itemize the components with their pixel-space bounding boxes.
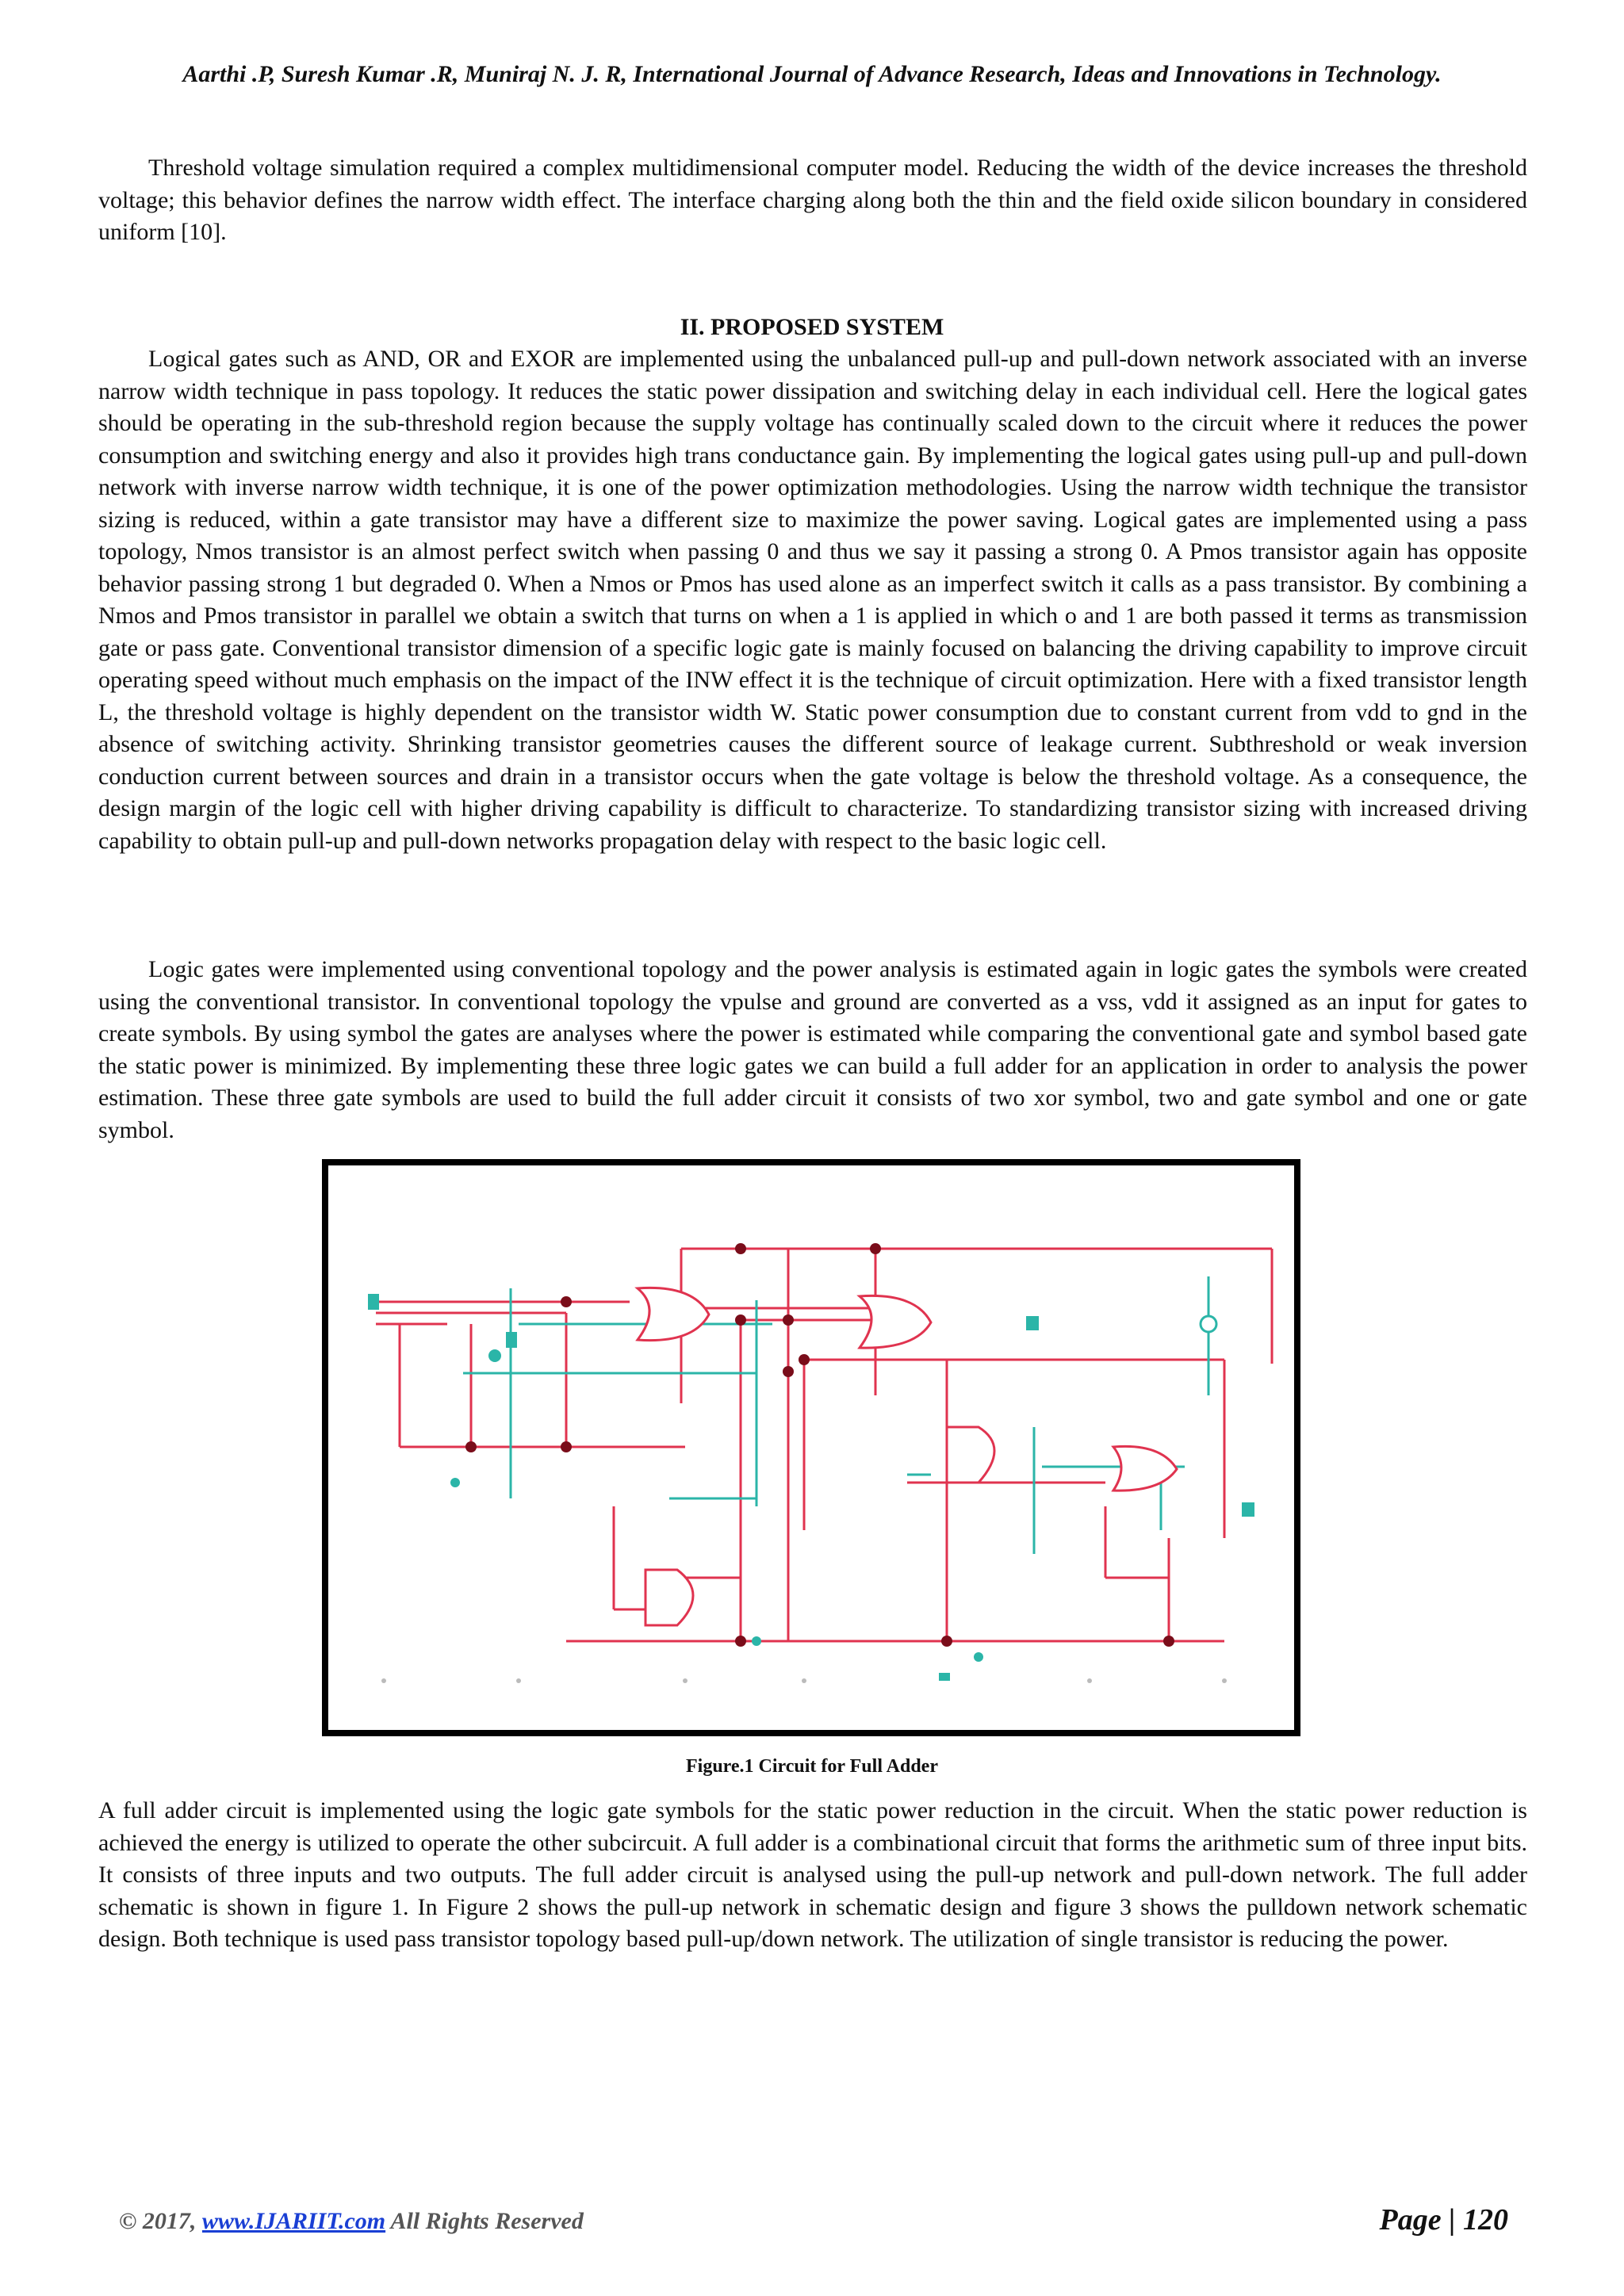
site-link[interactable]: www.IJARIIT.com [201, 2208, 386, 2234]
footer-copyright [119, 2207, 584, 2236]
page-number: Page | 120 [1379, 2203, 1508, 2237]
figure-caption: Figure.1 Circuit for Full Adder [686, 1756, 938, 1777]
copyright-suffix: All Rights Reserved [385, 2208, 584, 2234]
body-paragraph-2: Logic gates were implemented using conventional topology and the power analysis is estimated again in logic gates the symbols were created using the conventional transistor. In conventional topology the vpulse and ground are converted as a vss, vdd it assigned as an input for gates to create symbols. By using symbol the gates are analyses where the power is estimated while comparing the conventional gate and symbol based gate the static power is minimized. By implementing these three logic gates we can build a full adder for an application in order to analysis the power estimation. These three gate symbols are used to build the full adder circuit it consists of two xor symbol, two and gate symbol and one or gate symbol. [98, 956, 1527, 1143]
copyright-prefix: © 2017, [119, 2208, 202, 2234]
after-figure-paragraph: A full adder circuit is implemented using the logic gate symbols for the static power reduction in the circuit. When the static power reduction is achieved the energy is utilized to operate the other subcircuit. A full adder is a combinational circuit that forms the arithmetic sum of three input bits. It consists of three inputs and two outputs. The full adder circuit is analysed using the pull-up network and pull-down network. The full adder schematic is shown in figure 1. In Figure 2 shows the pull-up network in schematic design and figure 3 shows the pulldown network schematic design. Both technique is used pass transistor topology based pull-up/down network. The utilization of single transistor is reducing the power. [98, 1797, 1527, 1952]
body-paragraph-1: Logical gates such as AND, OR and EXOR are implemented using the unbalanced pull-up and pull-down network associated with an inverse narrow width technique in pass topology. It reduces the static power dissipation and switching delay in each individual cell. Here the logical gates should be operating in the sub-threshold region because the supply voltage has continually scaled down to the circuit where it reduces the power consumption and switching energy and also it provides high trans conductance gain. By implementing the logical gates using pull-up and pull-down network with inverse narrow width technique, it is one of the power optimization methodologies. Using the narrow width technique the transistor sizing is reduced, within a gate transistor may have a different size to maximize the power saving. Logical gates are implemented using a pass topology, Nmos transistor is an almost perfect switch when passing 0 and thus we say it passing a strong 0. A Pmos transistor again has opposite behavior passing strong 1 but degraded 0. When a Nmos or Pmos has used alone as an imperfect switch it calls as a pass transistor. By combining a Nmos and Pmos transistor in parallel we obtain a switch that turns on when a 1 is applied in which o and 1 are both passed it terms as transmission gate or pass gate. Conventional transistor dimension of a specific logic gate is mainly focused on balancing the driving capability to improve circuit operating speed without much emphasis on the impact of the INW effect it is the technique of circuit optimization. Here with a fixed transistor length L, the threshold voltage is highly dependent on the transistor width W. Static power consumption due to constant current from vdd to gnd in the absence of switching activity. Shrinking transistor geometries causes the different source of leakage current. Subthreshold or weak inversion conduction current between sources and drain in a transistor occurs when the gate voltage is below the threshold voltage. As a consequence, the design margin of the logic cell with higher driving capability is difficult to characterize. To standardizing transistor sizing with increased driving capability to obtain pull-up and pull-down networks propagation delay with respect to the basic logic cell. [98, 346, 1527, 854]
full-adder-schematic [328, 1165, 1294, 1730]
section-heading: II. PROPOSED SYSTEM [680, 314, 944, 340]
running-header [119, 59, 1505, 90]
full-adder-figure [322, 1159, 1300, 1736]
intro-paragraph: Threshold voltage simulation required a complex multidimensional computer model. Reducing the width of the device increases the threshold voltage; this behavior defines the narrow width effect. The interface charging along both the thin and the field oxide silicon boundary in considered uniform [10]. [98, 155, 1527, 245]
running-title: Aarthi .P, Suresh Kumar .R, Muniraj N. J. R, International Journal of Advance Research, Ideas and Innovations in Technology. [182, 61, 1442, 87]
